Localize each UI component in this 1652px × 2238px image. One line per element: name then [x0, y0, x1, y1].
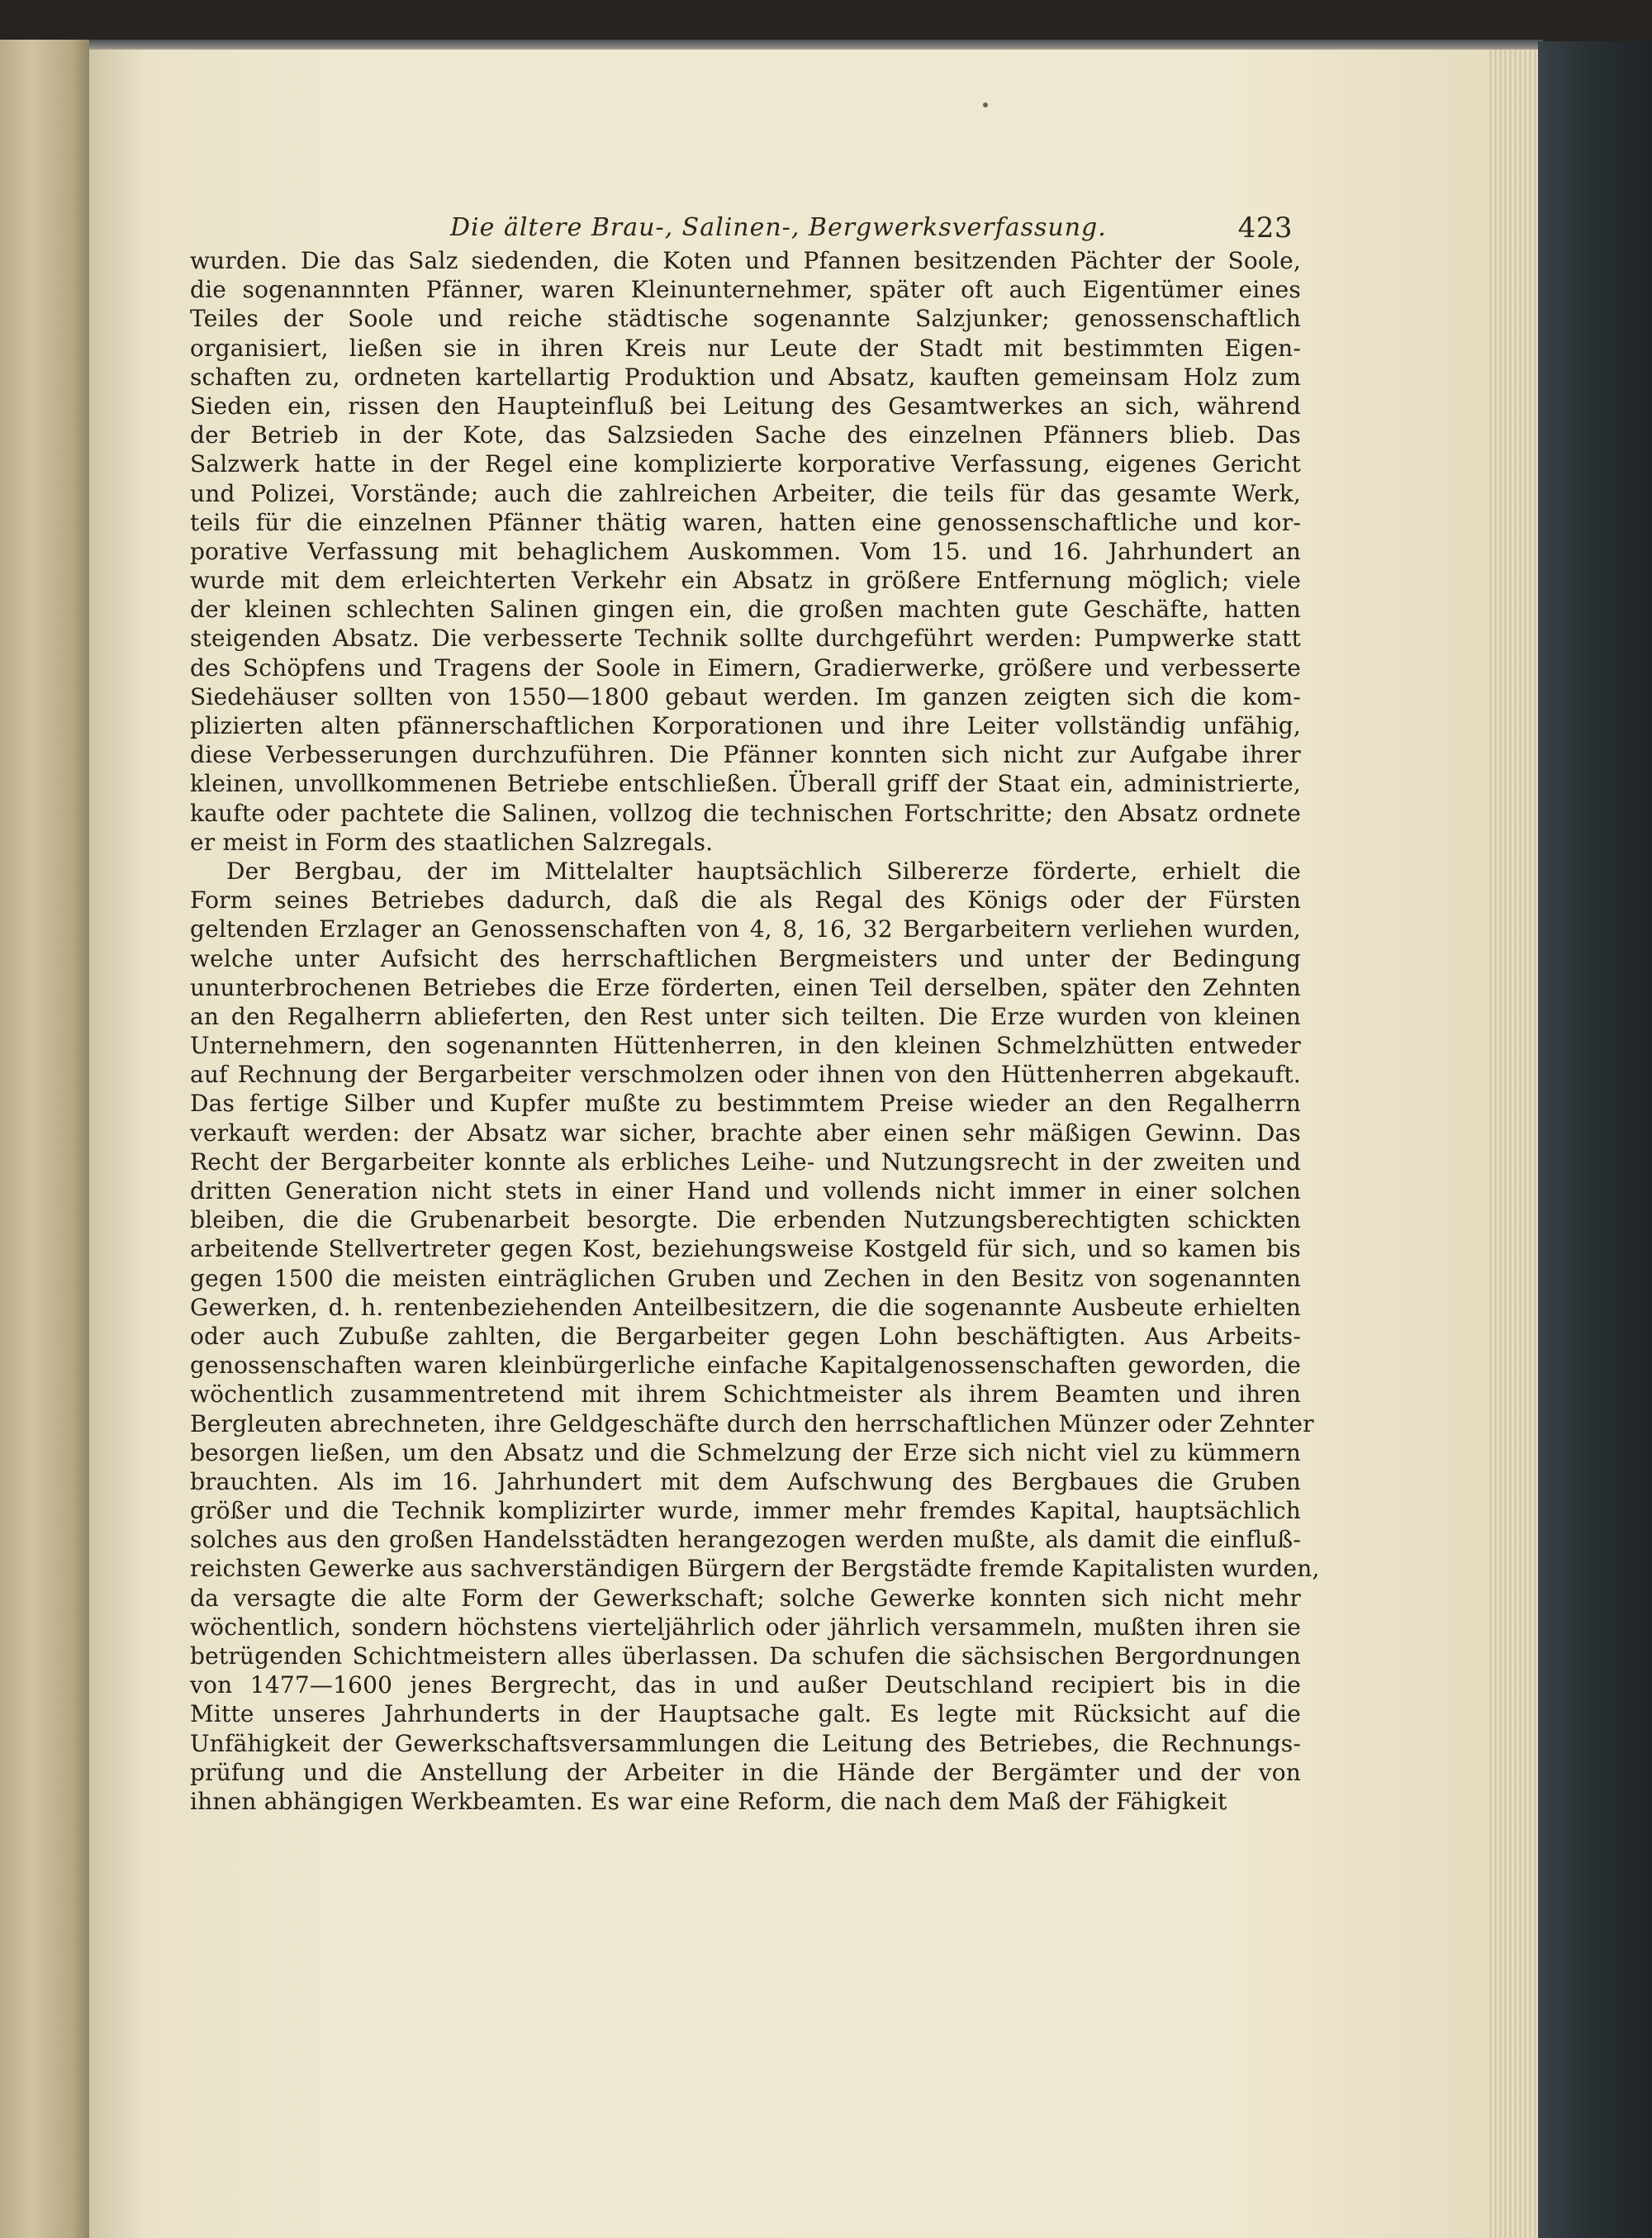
text-line: von 1477—1600 jenes Bergrecht, das in und außer Deutschland recipiert bis in die — [190, 1671, 1301, 1699]
text-line: kleinen, unvollkommenen Betriebe entschließen. Überall griff der Staat ein, administrierte, — [190, 770, 1301, 798]
running-title: Die ältere Brau-, Salinen-, Bergwerksverfassung. — [450, 213, 1107, 242]
text-line: dritten Generation nicht stets in einer Hand und vollends nicht immer in einer solchen — [190, 1177, 1301, 1205]
text-line: wurden. Die das Salz siedenden, die Koten und Pfannen besitzenden Pächter der Soole, — [190, 247, 1301, 274]
text-line: genossenschaften waren kleinbürgerliche einfache Kapitalgenossenschaften geworden, die — [190, 1352, 1301, 1380]
text-line: Salzwerk hatte in der Regel eine komplizierte korporative Verfassung, eigenes Gericht — [190, 450, 1301, 478]
text-line: der kleinen schlechten Salinen gingen ein, die großen machten gute Geschäfte, hatten — [190, 596, 1301, 624]
text-line: er meist in Form des staatlichen Salzregals. — [190, 828, 714, 856]
text-line: oder auch Zubuße zahlten, die Bergarbeiter gegen Lohn beschäftigten. Aus Arbeits- — [190, 1322, 1301, 1350]
text-line: arbeitende Stellvertreter gegen Kost, beziehungsweise Kostgeld für sich, und so kamen bis — [190, 1235, 1301, 1263]
text-line: Sieden ein, rissen den Haupteinfluß bei Leitung des Gesamtwerkes an sich, während — [190, 392, 1301, 420]
text-line: Bergleuten abrechneten, ihre Geldgeschäfte durch den herrschaftlichen Münzer oder Zehnter — [190, 1409, 1314, 1437]
text-line: da versagte die alte Form der Gewerkschaft; solche Gewerke konnten sich nicht mehr — [190, 1584, 1301, 1612]
text-line: Der Bergbau, der im Mittelalter hauptsächlich Silbererze förderte, erhielt die — [226, 857, 1301, 885]
text-line: geltenden Erzlager an Genossenschaften von 4, 8, 16, 32 Bergarbeitern verliehen wurden, — [190, 915, 1301, 943]
text-line: wöchentlich, sondern höchstens vierteljährlich oder jährlich versammeln, mußten ihren sie — [190, 1613, 1301, 1641]
text-line: welche unter Aufsicht des herrschaftlichen Bergmeisters und unter der Bedingung — [190, 944, 1301, 972]
text-line: größer und die Technik komplizirter wurde, immer mehr fremdes Kapital, hauptsächlich — [190, 1497, 1301, 1525]
text-line: steigenden Absatz. Die verbesserte Technik sollte durchgeführt werden: Pumpwerke statt — [190, 625, 1301, 653]
text-line: reichsten Gewerke aus sachverständigen Bürgern der Bergstädte fremde Kapitalisten wurden, — [190, 1555, 1320, 1583]
text-line: Recht der Bergarbeiter konnte als erbliches Leihe- und Nutzungsrecht in der zweiten und — [190, 1148, 1301, 1176]
text-line: wöchentlich zusammentretend mit ihrem Schichtmeister als ihrem Beamten und ihren — [190, 1380, 1301, 1409]
text-line: an den Regalherrn ablieferten, den Rest unter sich teilten. Die Erze wurden von kleinen — [190, 1002, 1301, 1030]
text-line: Unternehmern, den sogenannten Hüttenherren, in den kleinen Schmelzhütten entweder — [190, 1032, 1301, 1060]
text-line: Gewerken, d. h. rentenbeziehenden Anteilbesitzern, die die sogenannte Ausbeute erhielten — [190, 1293, 1301, 1321]
text-line: Form seines Betriebes dadurch, daß die als Regal des Königs oder der Fürsten — [190, 886, 1301, 915]
text-line: Das fertige Silber und Kupfer mußte zu bestimmtem Preise wieder an den Regalherrn — [190, 1090, 1301, 1118]
text-line: des Schöpfens und Tragens der Soole in Eimern, Gradierwerke, größere und verbesserte — [190, 653, 1301, 682]
text-line: betrügenden Schichtmeistern alles überlassen. Da schufen die sächsischen Bergordnungen — [190, 1642, 1301, 1670]
text-line: prüfung und die Anstellung der Arbeiter in die Hände der Bergämter und der von — [190, 1758, 1301, 1786]
text-line: diese Verbesserungen durchzuführen. Die Pfänner konnten sich nicht zur Aufgabe ihrer — [190, 741, 1301, 769]
text-line: Mitte unseres Jahrhunderts in der Hauptsache galt. Es legte mit Rücksicht auf die — [190, 1700, 1301, 1728]
text-line: wurde mit dem erleichterten Verkehr ein Absatz in größere Entfernung möglich; viele — [190, 567, 1301, 595]
text-line: solches aus den großen Handelsstädten herangezogen werden mußte, als damit die einfluß- — [190, 1526, 1301, 1554]
paper-speck — [983, 102, 988, 107]
text-line: plizierten alten pfännerschaftlichen Korporationen und ihre Leiter vollständig unfähig, — [190, 712, 1301, 739]
text-line: die sogenannnten Pfänner, waren Kleinunternehmer, später oft auch Eigentümer eines — [190, 276, 1301, 304]
text-line: verkauft werden: der Absatz war sicher, brachte aber einen sehr mäßigen Gewinn. Das — [190, 1119, 1301, 1147]
text-line: Siedehäuser sollten von 1550—1800 gebaut werden. Im ganzen zeigten sich die kom- — [190, 682, 1301, 710]
text-line: teils für die einzelnen Pfänner thätig waren, hatten eine genossenschaftliche und kor- — [190, 508, 1301, 536]
text-line: kaufte oder pachtete die Salinen, vollzog die technischen Fortschritte; den Absatz ordnete — [190, 799, 1301, 827]
text-line: Teiles der Soole und reiche städtische sogenannte Salzjunker; genossenschaftlich — [190, 305, 1301, 333]
text-line: porative Verfassung mit behaglichem Auskommen. Vom 15. und 16. Jahrhundert an — [190, 537, 1301, 565]
facing-page-edge — [0, 40, 91, 2238]
text-line: ununterbrochenen Betriebes die Erze förderten, einen Teil derselben, später den Zehnten — [190, 973, 1301, 1001]
text-line: auf Rechnung der Bergarbeiter verschmolzen oder ihnen von den Hüttenherren abgekauft. — [190, 1061, 1301, 1089]
text-line: der Betrieb in der Kote, das Salzsieden Sache des einzelnen Pfänners blieb. Das — [190, 421, 1301, 449]
text-line: ihnen abhängigen Werkbeamten. Es war eine Reform, die nach dem Maß der Fähigkeit — [190, 1787, 1227, 1815]
body-text — [190, 246, 1320, 1816]
text-line: bleiben, die die Grubenarbeit besorgte. Die erbenden Nutzungsberechtigten schickten — [190, 1206, 1301, 1234]
text-line: Unfähigkeit der Gewerkschaftsversammlungen die Leitung des Betriebes, die Rechnungs- — [190, 1729, 1301, 1757]
text-line: besorgen ließen, um den Absatz und die Schmelzung der Erze sich nicht viel zu kümmern — [190, 1438, 1301, 1466]
text-line: organisiert, ließen sie in ihren Kreis nur Leute der Stadt mit bestimmten Eigen- — [190, 334, 1301, 362]
text-line: und Polizei, Vorstände; auch die zahlreichen Arbeiter, die teils für das gesamte Werk, — [190, 479, 1301, 507]
book-binding — [1538, 41, 1652, 2238]
text-line: gegen 1500 die meisten einträglichen Gruben und Zechen in den Besitz von sogenannten — [190, 1264, 1301, 1292]
text-line: brauchten. Als im 16. Jahrhundert mit dem Aufschwung des Bergbaues die Gruben — [190, 1467, 1301, 1495]
text-line: schaften zu, ordneten kartellartig Produktion und Absatz, kauften gemeinsam Holz zum — [190, 363, 1301, 391]
page-number: 423 — [1237, 211, 1293, 245]
